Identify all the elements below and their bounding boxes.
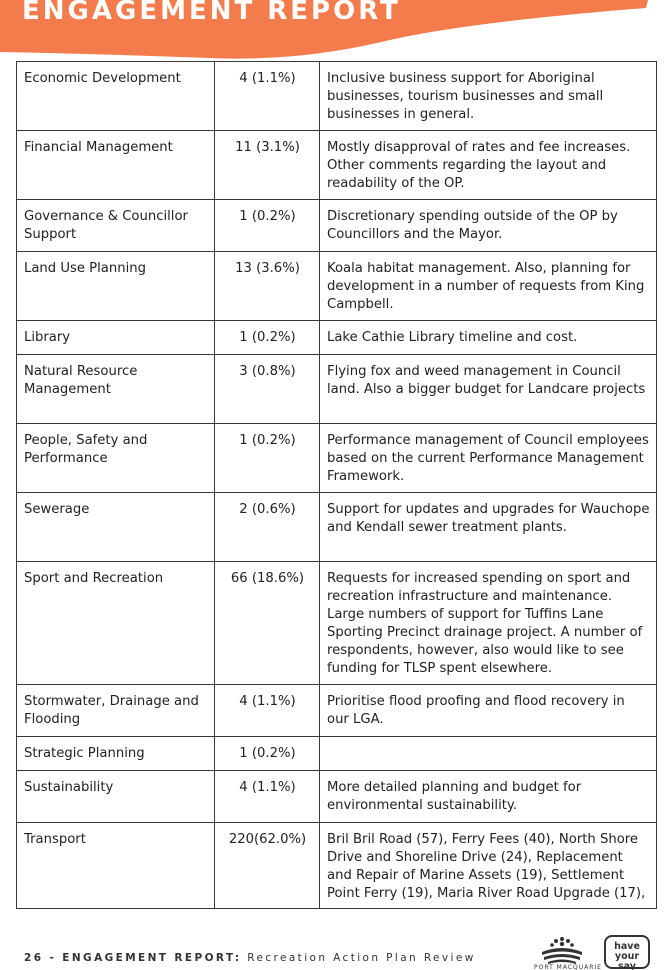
topic-cell: Sport and Recreation <box>17 562 215 685</box>
summary-cell: More detailed planning and budget for environmental sustainability. <box>320 771 657 823</box>
summary-cell <box>320 737 657 771</box>
page-footer <box>24 952 476 964</box>
count-cell: 1 (0.2%) <box>215 424 320 493</box>
page-title: ENGAGEMENT REPORT <box>22 0 401 26</box>
summary-cell: Requests for increased spending on sport and recreation infrastructure and maintenance. Large numbers of support for Tuffins Lane Sporting Precinct drainage project. A number of respondents, however, also would like to see funding for TLSP spent elsewhere. <box>320 562 657 685</box>
table-row <box>17 62 657 131</box>
count-cell: 4 (1.1%) <box>215 771 320 823</box>
table-row <box>17 424 657 493</box>
table-row <box>17 737 657 771</box>
count-cell: 1 (0.2%) <box>215 200 320 252</box>
topic-cell: Strategic Planning <box>17 737 215 771</box>
topic-cell: Sustainability <box>17 771 215 823</box>
count-cell: 1 (0.2%) <box>215 321 320 355</box>
council-name: PORT MACQUARIE <box>534 964 602 970</box>
table-row <box>17 771 657 823</box>
table-row <box>17 131 657 200</box>
footer-separator: - <box>43 952 63 964</box>
summary-cell: Bril Bril Road (57), Ferry Fees (40), North Shore Drive and Shoreline Drive (24), Replacement and Repair of Marine Assets (19), Settlement Point Ferry (19), Maria River Road Upgrade (17), <box>320 823 657 909</box>
topic-cell: Library <box>17 321 215 355</box>
have-your-say-line2: your say <box>614 951 640 970</box>
footer-report-label: ENGAGEMENT REPORT: <box>62 952 242 964</box>
have-your-say-logo <box>604 935 650 969</box>
footer-report-name: Recreation Action Plan Review <box>241 952 476 964</box>
topic-cell: Land Use Planning <box>17 252 215 321</box>
topic-cell: Financial Management <box>17 131 215 200</box>
topic-cell: Economic Development <box>17 62 215 131</box>
count-cell: 13 (3.6%) <box>215 252 320 321</box>
table-row <box>17 823 657 909</box>
summary-cell: Performance management of Council employees based on the current Performance Management Framework. <box>320 424 657 493</box>
topic-cell: Natural Resource Management <box>17 355 215 424</box>
table-row <box>17 685 657 737</box>
summary-cell: Koala habitat management. Also, planning for development in a number of requests from King Campbell. <box>320 252 657 321</box>
table-row <box>17 493 657 562</box>
summary-cell: Support for updates and upgrades for Wauchope and Kendall sewer treatment plants. <box>320 493 657 562</box>
summary-cell: Inclusive business support for Aboriginal businesses, tourism businesses and small businesses in general. <box>320 62 657 131</box>
topic-cell: Stormwater, Drainage and Flooding <box>17 685 215 737</box>
summary-cell: Lake Cathie Library timeline and cost. <box>320 321 657 355</box>
table-row <box>17 355 657 424</box>
topic-cell: Transport <box>17 823 215 909</box>
summary-cell: Flying fox and weed management in Council land. Also a bigger budget for Landcare projects <box>320 355 657 424</box>
table-row <box>17 562 657 685</box>
topic-cell: Sewerage <box>17 493 215 562</box>
summary-cell: Prioritise flood proofing and flood recovery in our LGA. <box>320 685 657 737</box>
count-cell: 220(62.0%) <box>215 823 320 909</box>
engagement-table <box>16 61 657 909</box>
count-cell: 1 (0.2%) <box>215 737 320 771</box>
count-cell: 4 (1.1%) <box>215 62 320 131</box>
table-row <box>17 200 657 252</box>
count-cell: 2 (0.6%) <box>215 493 320 562</box>
table-row <box>17 252 657 321</box>
summary-cell: Mostly disapproval of rates and fee increases. Other comments regarding the layout and readability of the OP. <box>320 131 657 200</box>
count-cell: 11 (3.1%) <box>215 131 320 200</box>
have-your-say-line1: have <box>614 941 640 952</box>
count-cell: 3 (0.8%) <box>215 355 320 424</box>
topic-cell: People, Safety and Performance <box>17 424 215 493</box>
count-cell: 4 (1.1%) <box>215 685 320 737</box>
topic-cell: Governance & Councillor Support <box>17 200 215 252</box>
header-banner <box>0 0 670 70</box>
table-row <box>17 321 657 355</box>
page-number: 26 <box>24 952 44 964</box>
summary-cell: Discretionary spending outside of the OP by Councillors and the Mayor. <box>320 200 657 252</box>
count-cell: 66 (18.6%) <box>215 562 320 685</box>
